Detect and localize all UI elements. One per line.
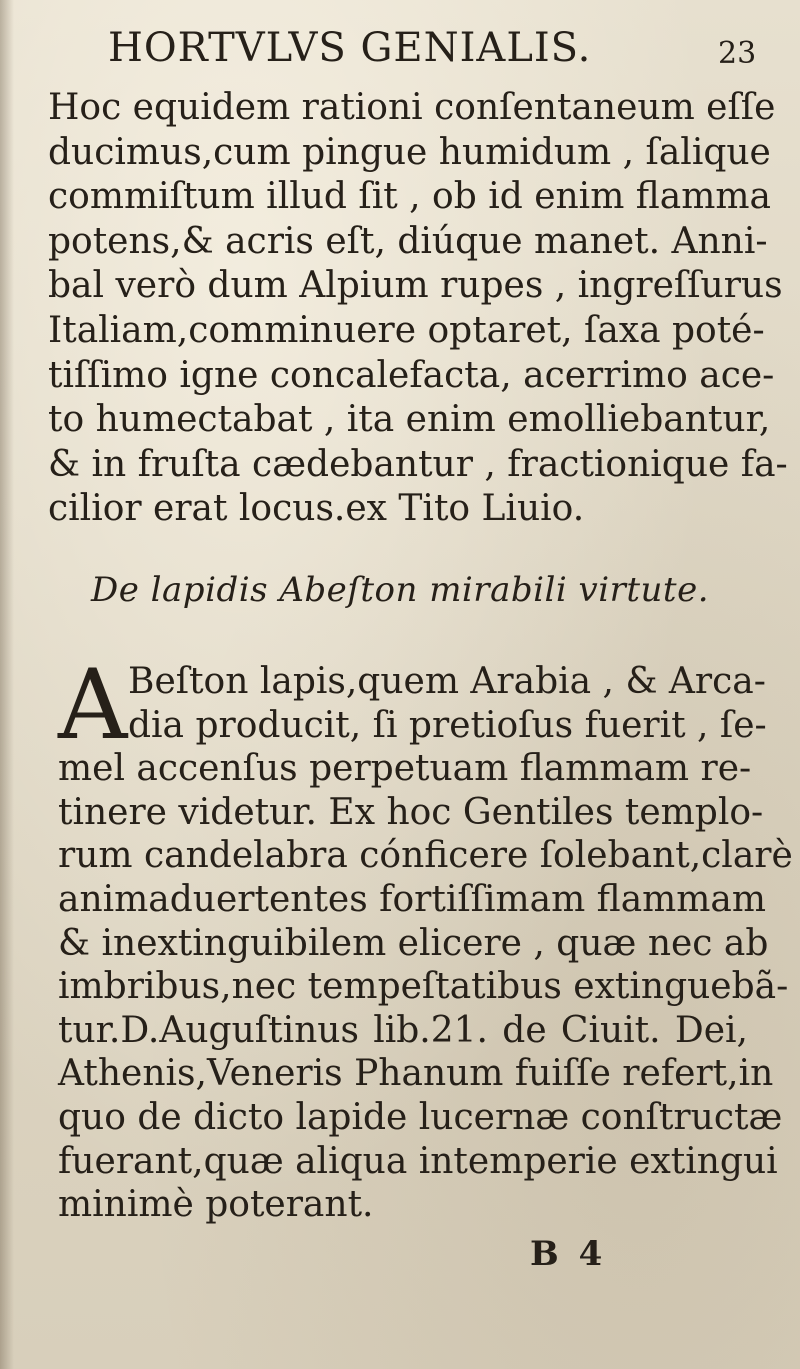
page-number: 23 <box>718 36 757 71</box>
drop-cap: A <box>58 649 128 761</box>
text-line: & inextinguibilem elicere , quæ nec ab <box>58 922 769 964</box>
text-line: & in fruſta cædebantur , fractionique fa- <box>48 443 788 485</box>
paragraph-1 <box>48 86 788 532</box>
text-line: animaduertentes fortiſſimam flammam <box>58 878 767 920</box>
text-line: dia producit, ſi pretioſus fuerit , ſe- <box>128 704 767 746</box>
text-line: Beſton lapis,quem Arabia , & Arca- <box>128 661 766 702</box>
page-edge-shadow <box>0 0 14 1369</box>
text-line: to humectabat , ita enim emolliebantur, <box>48 399 771 441</box>
running-head: HORTVLVS GENIALIS. <box>108 25 592 71</box>
text-line: commiſtum illud ſit , ob id enim flamma <box>48 176 771 218</box>
text-line: fuerant,quæ aliqua intemperie extingui <box>58 1140 778 1182</box>
text-line: cilior erat locus.ex Tito Liuio. <box>48 488 585 530</box>
text-line: tinere videtur. Ex hoc Gentiles templo- <box>58 791 764 833</box>
text-line: bal verò dum Alpium rupes , ingreſſurus <box>48 265 783 307</box>
text-line: tur.D.Auguſtinus lib.21. de Ciuit. Dei, <box>58 1009 748 1051</box>
text-line: quo de dicto lapide lucernæ conſtructæ <box>58 1096 783 1138</box>
text-line: tiſſimo igne concalefacta, acerrimo ace- <box>48 354 775 396</box>
section-heading: De lapidis Abeſton mirabili virtute. <box>90 570 710 610</box>
text-line: Athenis,Veneris Phanum fuiſſe refert,in <box>58 1053 774 1095</box>
text-line: Hoc equidem rationi conſentaneum eſſe <box>48 87 776 128</box>
text-line: potens,& acris eſt, diúque manet. Anni- <box>48 220 768 262</box>
text-line: minimè poterant. <box>58 1184 374 1226</box>
text-line: ducimus,cum pingue humidum , ſalique <box>48 131 771 173</box>
text-line: Italiam,comminuere optaret, ſaxa poté- <box>48 309 765 351</box>
text-line: imbribus,nec tempeſtatibus extinguebã- <box>58 966 789 1008</box>
paragraph-2 <box>58 660 793 1227</box>
text-line: mel accenſus perpetuam flammam re- <box>58 748 752 790</box>
text-line: rum candelabra cónficere ſolebant,clarè <box>58 835 793 877</box>
signature-mark: B 4 <box>530 1234 607 1274</box>
